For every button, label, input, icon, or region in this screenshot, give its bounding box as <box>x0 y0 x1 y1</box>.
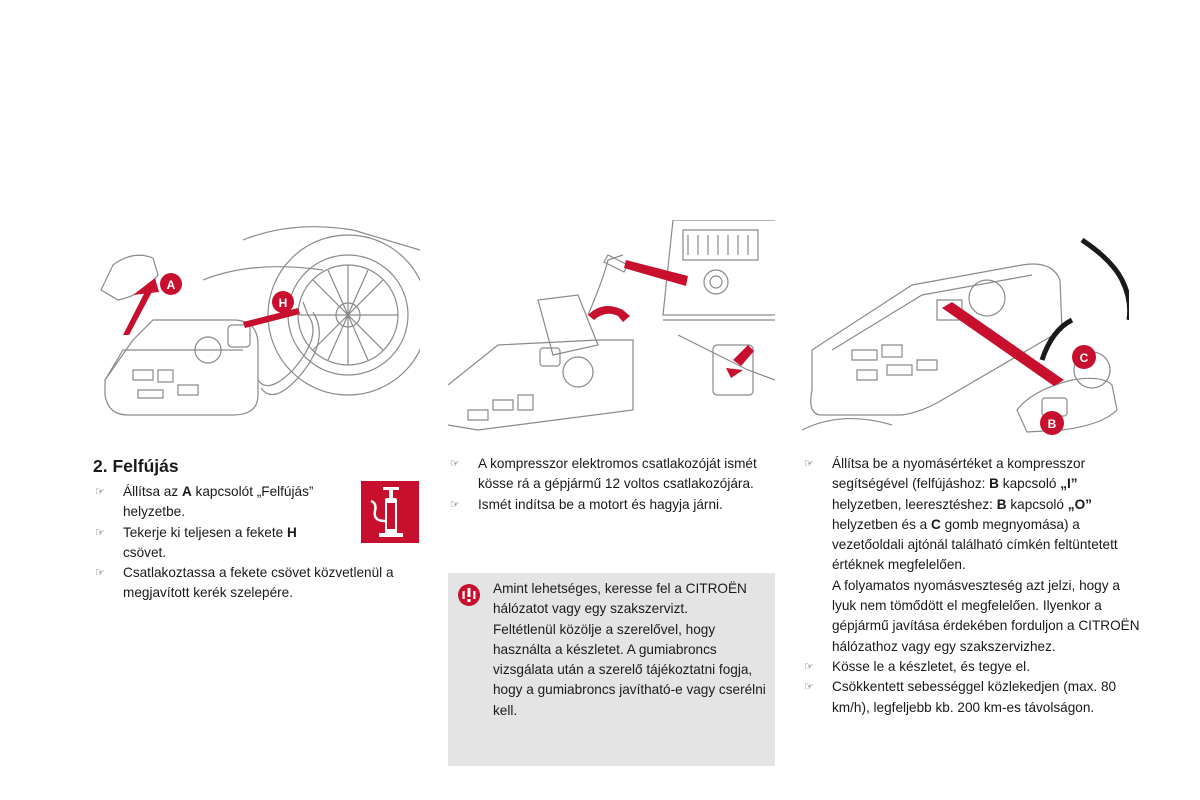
step-disconnect-kit <box>802 657 1142 677</box>
socket-connection-drawing <box>448 220 775 438</box>
step-text: A kompresszor elektromos csatlakozóját ismét kösse rá a gépjármű 12 voltos csatlakozójára. <box>478 456 757 492</box>
pointing-hand-icon: ☞ <box>95 567 105 580</box>
pointing-hand-icon: ☞ <box>804 458 814 470</box>
step-text: kapcsoló <box>1006 496 1068 512</box>
step-text: kapcsoló <box>999 476 1061 492</box>
pressure-note: A folyamatos nyomásveszteség azt jelzi, hogy a lyuk nem tömődött el megfelelően. Ilyenkor a gépjármű javítása érdekében forduljon a CITROËN hálózathoz vagy egy szakszervizhez. <box>832 577 1140 654</box>
step-drive-slowly <box>802 677 1142 718</box>
step-text: helyzetben és a <box>832 516 931 532</box>
step-text: kapcsolót „Felfújás” helyzetbe. <box>123 484 314 520</box>
step-bold: B <box>989 476 999 492</box>
step-bold: „I” <box>1060 476 1078 492</box>
step-text: Kösse le a készletet, és tegye el. <box>832 658 1030 674</box>
reconnect-steps <box>448 454 778 515</box>
step-set-pressure <box>802 454 1142 576</box>
step-restart-engine <box>448 495 778 515</box>
step-text: helyzetben, leeresztéshez: <box>832 496 997 512</box>
step-reconnect-socket <box>448 454 778 495</box>
final-steps <box>802 657 1142 718</box>
step-text: gomb megnyomása) a vezetőoldali ajtónál található címkén feltüntetett értéknek megfelelően. <box>832 516 1118 573</box>
label-c: C <box>1079 351 1089 365</box>
pointing-hand-icon: ☞ <box>95 526 105 539</box>
reconnect-section <box>448 454 778 515</box>
step-bold: A <box>181 484 192 499</box>
pressure-steps <box>802 454 1142 576</box>
illustration-compressor-wheel <box>93 220 420 438</box>
tyre-pump-icon <box>361 481 419 543</box>
compressor-switches-drawing <box>802 220 1129 438</box>
warning-box <box>448 573 775 766</box>
warning-icon <box>458 584 480 606</box>
section-title: 2. Felfújás <box>93 456 179 476</box>
pointing-hand-icon: ☞ <box>804 681 814 694</box>
step-text: Állítsa be a nyomásértéket a kompresszor segítségével (felfújáshoz: <box>832 456 1086 492</box>
step-bold: H <box>286 524 297 540</box>
pointing-hand-icon: ☞ <box>450 458 460 470</box>
compressor-wheel-drawing <box>93 220 420 438</box>
step-text: Csökkentett sebességgel közlekedjen (max. 80 km/h), legfeljebb kb. 200 km-es távolságon. <box>832 679 1117 715</box>
step-text: Állítsa az <box>123 484 182 499</box>
pointing-hand-icon: ☞ <box>804 660 814 673</box>
step-text: Tekerje ki teljesen a fekete <box>123 524 287 540</box>
warning-line-1: Amint lehetséges, keresse fel a CITROËN hálózatot vagy egy szakszervizt. <box>493 581 747 617</box>
step-bold: „O” <box>1067 496 1092 512</box>
step-text: Csatlakoztassa a fekete csövet közvetlenül a megjavított kerék szelepére. <box>123 565 394 601</box>
illustration-compressor-switches <box>802 220 1129 438</box>
label-b: B <box>1047 417 1057 431</box>
warning-text <box>493 579 768 721</box>
step-connect-hose <box>93 563 433 604</box>
illustration-12v-socket <box>448 220 775 438</box>
step-bold: B <box>996 496 1007 512</box>
pointing-hand-icon: ☞ <box>450 498 460 511</box>
warning-line-2: Feltétlenül közölje a szerelővel, hogy használta a készletet. A gumiabroncs vizsgálata után a szerelő tájékoztatni fogja, hogy a gumiabroncs javítható-e vagy cserélni kell. <box>493 621 766 718</box>
step-text: Ismét indítsa be a motort és hagyja járni. <box>478 496 723 512</box>
step-text: csövet. <box>123 544 167 560</box>
step-bold: C <box>931 516 941 532</box>
label-a: A <box>166 278 176 292</box>
pointing-hand-icon: ☞ <box>95 486 105 498</box>
pressure-section <box>802 454 1142 718</box>
label-h: H <box>278 296 288 310</box>
